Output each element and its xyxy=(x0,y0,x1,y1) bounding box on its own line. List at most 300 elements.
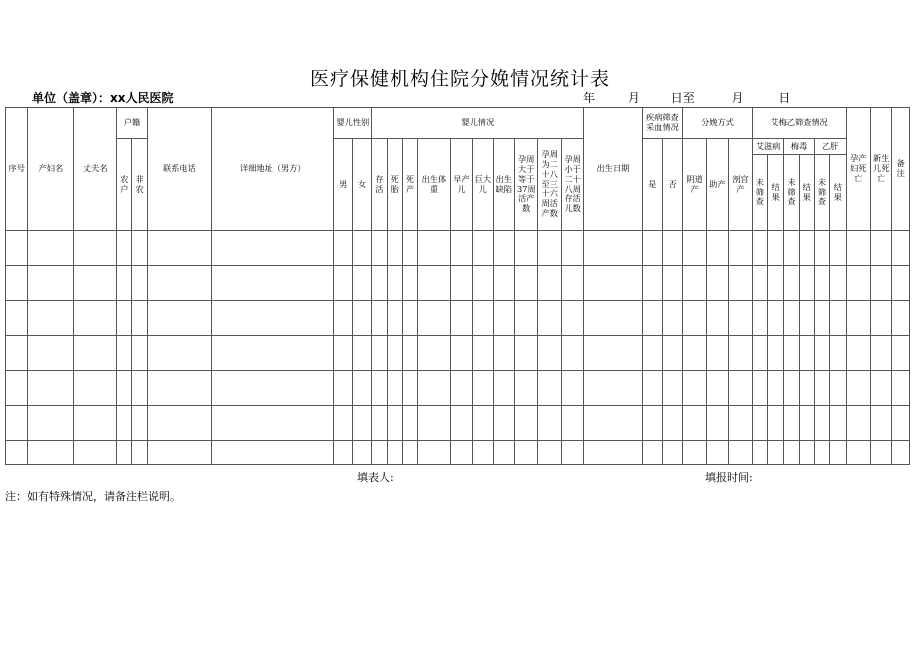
table-cell[interactable] xyxy=(683,266,706,301)
table-cell[interactable] xyxy=(752,371,767,406)
table-cell[interactable] xyxy=(706,231,728,266)
table-cell[interactable] xyxy=(132,336,147,371)
table-cell[interactable] xyxy=(147,231,211,266)
table-cell[interactable] xyxy=(6,231,28,266)
table-cell[interactable] xyxy=(387,266,402,301)
table-cell[interactable] xyxy=(402,371,417,406)
header-preterm: 早产儿 xyxy=(450,139,472,231)
table-cell[interactable] xyxy=(334,406,352,441)
table-cell[interactable] xyxy=(892,231,910,266)
table-cell[interactable] xyxy=(493,301,514,336)
header-weight: 出生体重 xyxy=(418,139,451,231)
table-cell[interactable] xyxy=(642,336,662,371)
table-cell[interactable] xyxy=(515,441,538,465)
table-cell[interactable] xyxy=(418,406,451,441)
table-cell[interactable] xyxy=(74,371,117,406)
delivery-statistics-table xyxy=(5,107,910,465)
table-cell[interactable] xyxy=(28,441,74,465)
table-cell[interactable] xyxy=(814,406,829,441)
table-cell[interactable] xyxy=(814,371,829,406)
table-cell[interactable] xyxy=(372,371,387,406)
header-hepb-result: 结果 xyxy=(830,155,846,231)
table-cell[interactable] xyxy=(642,266,662,301)
header-gw37: 孕周大于等于37周活产数 xyxy=(515,139,538,231)
table-cell[interactable] xyxy=(418,336,451,371)
table-cell[interactable] xyxy=(402,441,417,465)
table-cell[interactable] xyxy=(846,406,870,441)
table-cell[interactable] xyxy=(784,266,799,301)
date-day: 日 xyxy=(778,91,791,105)
table-cell[interactable] xyxy=(799,406,814,441)
table-cell[interactable] xyxy=(706,336,728,371)
table-cell[interactable] xyxy=(28,406,74,441)
table-cell[interactable] xyxy=(147,441,211,465)
table-cell[interactable] xyxy=(117,441,132,465)
table-cell[interactable] xyxy=(561,406,583,441)
table-cell[interactable] xyxy=(515,266,538,301)
table-cell[interactable] xyxy=(147,266,211,301)
header-no: 否 xyxy=(662,139,682,231)
table-cell[interactable] xyxy=(870,441,891,465)
table-cell[interactable] xyxy=(212,371,334,406)
table-cell[interactable] xyxy=(372,406,387,441)
header-survive: 存活 xyxy=(372,139,387,231)
header-assisted: 助产 xyxy=(706,139,728,231)
header-aids-screening: 艾梅乙筛查情况 xyxy=(752,108,846,139)
table-cell[interactable] xyxy=(706,301,728,336)
table-cell[interactable] xyxy=(402,231,417,266)
table-cell[interactable] xyxy=(830,336,846,371)
table-cell[interactable] xyxy=(372,231,387,266)
table-cell[interactable] xyxy=(493,231,514,266)
table-cell[interactable] xyxy=(584,266,642,301)
table-body xyxy=(6,231,910,465)
table-cell[interactable] xyxy=(892,406,910,441)
table-cell[interactable] xyxy=(870,301,891,336)
header-hepb-unscreened: 未筛查 xyxy=(814,155,829,231)
header-stillbirth: 死胎 xyxy=(387,139,402,231)
header-cesarean: 剖宫产 xyxy=(729,139,752,231)
table-cell[interactable] xyxy=(846,301,870,336)
table-cell[interactable] xyxy=(473,371,493,406)
table-cell[interactable] xyxy=(117,406,132,441)
table-cell[interactable] xyxy=(132,406,147,441)
table-cell[interactable] xyxy=(767,336,783,371)
table-cell[interactable] xyxy=(28,266,74,301)
table-cell[interactable] xyxy=(387,336,402,371)
table-cell[interactable] xyxy=(683,441,706,465)
table-cell[interactable] xyxy=(561,371,583,406)
table-cell[interactable] xyxy=(418,301,451,336)
table-cell[interactable] xyxy=(212,266,334,301)
table-cell[interactable] xyxy=(683,336,706,371)
table-cell[interactable] xyxy=(372,266,387,301)
table-cell[interactable] xyxy=(870,266,891,301)
table-cell[interactable] xyxy=(387,371,402,406)
table-cell[interactable] xyxy=(767,406,783,441)
table-cell[interactable] xyxy=(784,231,799,266)
table-cell[interactable] xyxy=(892,441,910,465)
header-husband-name: 丈夫名 xyxy=(74,108,117,231)
table-cell[interactable] xyxy=(642,301,662,336)
table-cell[interactable] xyxy=(387,231,402,266)
header-gw28-36: 孕周为二十八至三十六周活产数 xyxy=(538,139,561,231)
table-cell[interactable] xyxy=(767,266,783,301)
table-cell[interactable] xyxy=(561,441,583,465)
table-cell[interactable] xyxy=(473,406,493,441)
table-cell[interactable] xyxy=(28,231,74,266)
table-cell[interactable] xyxy=(418,371,451,406)
table-cell[interactable] xyxy=(212,336,334,371)
table-cell[interactable] xyxy=(450,441,472,465)
table-cell[interactable] xyxy=(814,336,829,371)
table-cell[interactable] xyxy=(132,301,147,336)
table-cell[interactable] xyxy=(372,441,387,465)
table-cell[interactable] xyxy=(767,441,783,465)
table-cell[interactable] xyxy=(74,336,117,371)
table-cell[interactable] xyxy=(538,336,561,371)
table-cell[interactable] xyxy=(132,371,147,406)
header-syphilis: 梅毒 xyxy=(784,139,815,155)
table-cell[interactable] xyxy=(799,441,814,465)
table-cell[interactable] xyxy=(784,336,799,371)
table-cell[interactable] xyxy=(662,371,682,406)
table-cell[interactable] xyxy=(706,371,728,406)
table-cell[interactable] xyxy=(117,336,132,371)
header-hepb: 乙肝 xyxy=(814,139,846,155)
table-cell[interactable] xyxy=(752,301,767,336)
table-cell[interactable] xyxy=(799,371,814,406)
table-cell[interactable] xyxy=(418,441,451,465)
table-row xyxy=(6,371,910,406)
header-mother-name: 产妇名 xyxy=(28,108,74,231)
table-cell[interactable] xyxy=(6,301,28,336)
table-row xyxy=(6,441,910,465)
header-gw28: 孕周小于二十八周存活儿数 xyxy=(561,139,583,231)
table-cell[interactable] xyxy=(706,266,728,301)
table-cell[interactable] xyxy=(334,336,352,371)
header-delivery-mode: 分娩方式 xyxy=(683,108,752,139)
header-yes: 是 xyxy=(642,139,662,231)
table-cell[interactable] xyxy=(132,441,147,465)
footer-note: 注：如有特殊情况，请备注栏说明。 xyxy=(5,490,181,503)
table-cell[interactable] xyxy=(830,301,846,336)
table-cell[interactable] xyxy=(752,406,767,441)
table-cell[interactable] xyxy=(74,441,117,465)
table-cell[interactable] xyxy=(683,371,706,406)
table-cell[interactable] xyxy=(147,301,211,336)
table-cell[interactable] xyxy=(402,301,417,336)
table-cell[interactable] xyxy=(767,371,783,406)
table-cell[interactable] xyxy=(473,266,493,301)
table-cell[interactable] xyxy=(892,336,910,371)
table-cell[interactable] xyxy=(830,371,846,406)
header-nonrural: 非农 xyxy=(132,139,147,231)
header-aids-result: 结果 xyxy=(767,155,783,231)
table-cell[interactable] xyxy=(662,231,682,266)
table-cell[interactable] xyxy=(729,266,752,301)
table-cell[interactable] xyxy=(584,406,642,441)
table-cell[interactable] xyxy=(132,231,147,266)
table-cell[interactable] xyxy=(515,301,538,336)
table-cell[interactable] xyxy=(642,406,662,441)
table-cell[interactable] xyxy=(767,231,783,266)
table-cell[interactable] xyxy=(752,336,767,371)
table-cell[interactable] xyxy=(538,406,561,441)
table-cell[interactable] xyxy=(6,336,28,371)
header-neonatal-death: 新生儿死亡 xyxy=(870,108,891,231)
table-cell[interactable] xyxy=(561,301,583,336)
table-cell[interactable] xyxy=(683,406,706,441)
table-cell[interactable] xyxy=(784,371,799,406)
table-cell[interactable] xyxy=(74,266,117,301)
table-cell[interactable] xyxy=(117,301,132,336)
header-seq: 序号 xyxy=(6,108,28,231)
table-cell[interactable] xyxy=(830,406,846,441)
table-cell[interactable] xyxy=(352,266,371,301)
table-cell[interactable] xyxy=(493,371,514,406)
table-cell[interactable] xyxy=(493,406,514,441)
table-cell[interactable] xyxy=(402,336,417,371)
table-cell[interactable] xyxy=(584,441,642,465)
table-cell[interactable] xyxy=(892,266,910,301)
table-cell[interactable] xyxy=(561,231,583,266)
table-cell[interactable] xyxy=(147,336,211,371)
header-screening-sample: 疾病筛查采血情况 xyxy=(642,108,683,139)
table-cell[interactable] xyxy=(683,301,706,336)
table-cell[interactable] xyxy=(892,371,910,406)
table-cell[interactable] xyxy=(662,336,682,371)
table-cell[interactable] xyxy=(387,301,402,336)
table-cell[interactable] xyxy=(729,371,752,406)
table-cell[interactable] xyxy=(538,231,561,266)
header-macrosomia: 巨大儿 xyxy=(473,139,493,231)
table-cell[interactable] xyxy=(729,406,752,441)
header-deathbirth: 死产 xyxy=(402,139,417,231)
header-baby-sex: 婴儿性别 xyxy=(334,108,372,139)
table-cell[interactable] xyxy=(334,441,352,465)
table-cell[interactable] xyxy=(870,336,891,371)
table-cell[interactable] xyxy=(212,441,334,465)
header-maternal-death: 孕产妇死亡 xyxy=(846,108,870,231)
table-cell[interactable] xyxy=(814,266,829,301)
table-cell[interactable] xyxy=(752,441,767,465)
table-cell[interactable] xyxy=(846,441,870,465)
table-cell[interactable] xyxy=(6,441,28,465)
table-cell[interactable] xyxy=(450,266,472,301)
table-cell[interactable] xyxy=(352,441,371,465)
table-cell[interactable] xyxy=(402,266,417,301)
table-cell[interactable] xyxy=(74,406,117,441)
table-cell[interactable] xyxy=(870,371,891,406)
table-cell[interactable] xyxy=(584,336,642,371)
date-range xyxy=(583,89,790,106)
header-syphilis-unscreened: 未筛查 xyxy=(784,155,799,231)
table-cell[interactable] xyxy=(662,266,682,301)
table-cell[interactable] xyxy=(352,371,371,406)
header-syphilis-result: 结果 xyxy=(799,155,814,231)
table-row xyxy=(6,231,910,266)
table-cell[interactable] xyxy=(584,371,642,406)
table-cell[interactable] xyxy=(212,231,334,266)
table-cell[interactable] xyxy=(28,301,74,336)
table-cell[interactable] xyxy=(561,266,583,301)
table-cell[interactable] xyxy=(493,336,514,371)
header-baby-status: 婴儿情况 xyxy=(372,108,584,139)
header-row-1 xyxy=(6,108,910,139)
table-cell[interactable] xyxy=(784,301,799,336)
table-cell[interactable] xyxy=(538,301,561,336)
header-birthdate: 出生日期 xyxy=(584,108,642,231)
table-cell[interactable] xyxy=(334,371,352,406)
table-cell[interactable] xyxy=(814,301,829,336)
table-cell[interactable] xyxy=(752,231,767,266)
table-cell[interactable] xyxy=(846,231,870,266)
table-cell[interactable] xyxy=(892,301,910,336)
table-cell[interactable] xyxy=(846,266,870,301)
table-row xyxy=(6,406,910,441)
table-cell[interactable] xyxy=(799,301,814,336)
table-cell[interactable] xyxy=(799,266,814,301)
table-cell[interactable] xyxy=(642,441,662,465)
table-cell[interactable] xyxy=(515,371,538,406)
form-title: 医疗保健机构住院分娩情况统计表 xyxy=(309,68,610,90)
table-cell[interactable] xyxy=(515,231,538,266)
table-cell[interactable] xyxy=(450,336,472,371)
table-cell[interactable] xyxy=(799,231,814,266)
footer-filler-label: 填表人: xyxy=(357,471,394,484)
header-defect: 出生缺陷 xyxy=(493,139,514,231)
table-cell[interactable] xyxy=(493,266,514,301)
table-cell[interactable] xyxy=(584,231,642,266)
table-cell[interactable] xyxy=(334,266,352,301)
table-cell[interactable] xyxy=(729,231,752,266)
table-cell[interactable] xyxy=(814,441,829,465)
table-row xyxy=(6,336,910,371)
table-cell[interactable] xyxy=(729,441,752,465)
table-cell[interactable] xyxy=(473,441,493,465)
table-cell[interactable] xyxy=(147,406,211,441)
table-cell[interactable] xyxy=(830,441,846,465)
table-cell[interactable] xyxy=(372,336,387,371)
header-aids-unscreened: 未筛查 xyxy=(752,155,767,231)
date-month: 月 xyxy=(627,91,640,105)
table-cell[interactable] xyxy=(352,301,371,336)
table-cell[interactable] xyxy=(352,231,371,266)
table-cell[interactable] xyxy=(28,336,74,371)
table-cell[interactable] xyxy=(450,406,472,441)
table-cell[interactable] xyxy=(799,336,814,371)
table-cell[interactable] xyxy=(334,301,352,336)
table-cell[interactable] xyxy=(814,231,829,266)
table-cell[interactable] xyxy=(846,336,870,371)
table-cell[interactable] xyxy=(6,406,28,441)
table-cell[interactable] xyxy=(212,406,334,441)
table-cell[interactable] xyxy=(642,371,662,406)
table-cell[interactable] xyxy=(561,336,583,371)
header-row-2 xyxy=(6,139,910,155)
table-cell[interactable] xyxy=(767,301,783,336)
table-cell[interactable] xyxy=(117,231,132,266)
table-cell[interactable] xyxy=(132,266,147,301)
table-cell[interactable] xyxy=(450,301,472,336)
table-cell[interactable] xyxy=(147,371,211,406)
table-cell[interactable] xyxy=(870,231,891,266)
table-cell[interactable] xyxy=(493,441,514,465)
table-cell[interactable] xyxy=(352,406,371,441)
table-cell[interactable] xyxy=(706,441,728,465)
table-cell[interactable] xyxy=(662,406,682,441)
table-cell[interactable] xyxy=(450,371,472,406)
date-month-2: 月 xyxy=(731,91,744,105)
table-cell[interactable] xyxy=(387,406,402,441)
table-row xyxy=(6,301,910,336)
table-cell[interactable] xyxy=(830,231,846,266)
table-cell[interactable] xyxy=(6,266,28,301)
table-cell[interactable] xyxy=(538,266,561,301)
table-cell[interactable] xyxy=(784,406,799,441)
table-cell[interactable] xyxy=(117,371,132,406)
table-cell[interactable] xyxy=(28,371,74,406)
header-aids: 艾滋病 xyxy=(752,139,784,155)
table-cell[interactable] xyxy=(538,441,561,465)
header-male: 男 xyxy=(334,139,352,231)
table-cell[interactable] xyxy=(387,441,402,465)
table-cell[interactable] xyxy=(334,231,352,266)
table-cell[interactable] xyxy=(538,371,561,406)
table-cell[interactable] xyxy=(846,371,870,406)
table-cell[interactable] xyxy=(870,406,891,441)
table-cell[interactable] xyxy=(515,336,538,371)
header-address: 详细地址（男方） xyxy=(212,108,334,231)
header-rural: 农户 xyxy=(117,139,132,231)
table-cell[interactable] xyxy=(830,266,846,301)
table-cell[interactable] xyxy=(729,336,752,371)
table-cell[interactable] xyxy=(706,406,728,441)
table-cell[interactable] xyxy=(212,301,334,336)
table-cell[interactable] xyxy=(662,301,682,336)
table-cell[interactable] xyxy=(352,336,371,371)
table-cell[interactable] xyxy=(74,231,117,266)
table-cell[interactable] xyxy=(372,301,387,336)
footer-time-label: 填报时间: xyxy=(705,471,753,484)
header-household: 户籍 xyxy=(117,108,148,139)
table-cell[interactable] xyxy=(662,441,682,465)
table-cell[interactable] xyxy=(729,301,752,336)
table-cell[interactable] xyxy=(74,301,117,336)
table-cell[interactable] xyxy=(642,231,662,266)
header-phone: 联系电话 xyxy=(147,108,211,231)
header-remark: 备注 xyxy=(892,108,910,231)
table-cell[interactable] xyxy=(418,231,451,266)
table-cell[interactable] xyxy=(473,336,493,371)
header-female: 女 xyxy=(352,139,371,231)
table-cell[interactable] xyxy=(752,266,767,301)
table-cell[interactable] xyxy=(450,231,472,266)
table-cell[interactable] xyxy=(784,441,799,465)
table-cell[interactable] xyxy=(473,301,493,336)
table-cell[interactable] xyxy=(418,266,451,301)
table-row xyxy=(6,266,910,301)
table-cell[interactable] xyxy=(515,406,538,441)
table-cell[interactable] xyxy=(6,371,28,406)
table-cell[interactable] xyxy=(584,301,642,336)
table-cell[interactable] xyxy=(117,266,132,301)
table-cell[interactable] xyxy=(683,231,706,266)
table-cell[interactable] xyxy=(473,231,493,266)
date-year: 年 xyxy=(583,91,596,105)
table-cell[interactable] xyxy=(402,406,417,441)
